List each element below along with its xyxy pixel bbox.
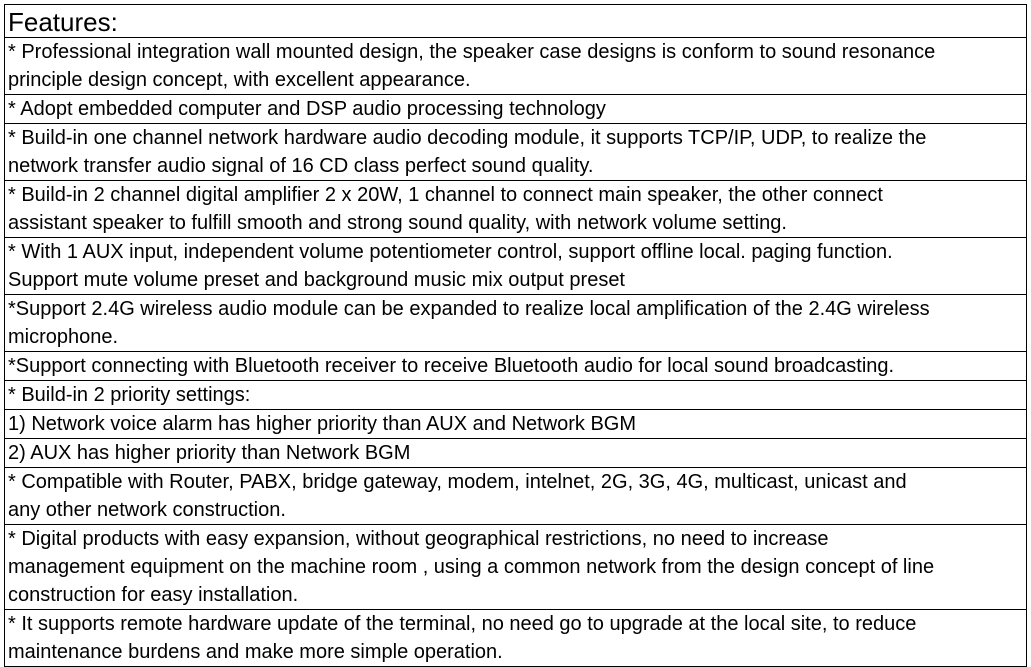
feature-cell [5, 181, 1027, 238]
feature-cell [5, 610, 1027, 667]
features-table [4, 4, 1027, 667]
features-table-body [5, 5, 1027, 667]
feature-row [5, 124, 1027, 181]
feature-row [5, 295, 1027, 352]
feature-text-line: Support mute volume preset and background music mix output preset [8, 269, 625, 291]
feature-text-line: *Support connecting with Bluetooth receiver to receive Bluetooth audio for local sound broadcasting. [8, 355, 895, 377]
feature-text-line: * Professional integration wall mounted design, the speaker case designs is conform to sound resonance [8, 41, 936, 63]
features-title-row [5, 5, 1027, 38]
feature-text-line: *Support 2.4G wireless audio module can be expanded to realize local amplification of the 2.4G wireless [8, 298, 930, 320]
feature-text-line: construction for easy installation. [8, 584, 299, 606]
feature-row [5, 439, 1027, 468]
feature-row [5, 38, 1027, 95]
feature-text-line: * With 1 AUX input, independent volume potentiometer control, support offline local. paging function. [8, 241, 893, 263]
feature-row [5, 610, 1027, 667]
feature-text-line: 2) AUX has higher priority than Network BGM [8, 442, 411, 464]
feature-cell [5, 352, 1027, 381]
feature-cell [5, 439, 1027, 468]
feature-row [5, 525, 1027, 610]
feature-text-line: * Build-in 2 channel digital amplifier 2 x 20W, 1 channel to connect main speaker, the other connect [8, 184, 883, 206]
feature-text-line: * Build-in one channel network hardware audio decoding module, it supports TCP/IP, UDP, to realize the [8, 127, 927, 149]
features-title: Features: [5, 5, 1027, 38]
feature-text-line: * Build-in 2 priority settings: [8, 384, 251, 406]
feature-text-line: network transfer audio signal of 16 CD class perfect sound quality. [8, 155, 594, 177]
feature-cell [5, 468, 1027, 525]
feature-row [5, 238, 1027, 295]
feature-text-line: microphone. [8, 326, 119, 348]
feature-cell [5, 38, 1027, 95]
feature-text-line: assistant speaker to fulfill smooth and strong sound quality, with network volume setting. [8, 212, 787, 234]
feature-text-line: * It supports remote hardware update of the terminal, no need go to upgrade at the local site, to reduce [8, 613, 917, 635]
feature-cell [5, 410, 1027, 439]
feature-row [5, 95, 1027, 124]
feature-row [5, 181, 1027, 238]
feature-row [5, 352, 1027, 381]
feature-cell [5, 95, 1027, 124]
feature-cell [5, 525, 1027, 610]
feature-text-line: any other network construction. [8, 499, 286, 521]
feature-text-line: maintenance burdens and make more simple operation. [8, 641, 503, 663]
feature-text-line: principle design concept, with excellent appearance. [8, 69, 471, 91]
feature-cell [5, 295, 1027, 352]
feature-cell [5, 124, 1027, 181]
feature-text-line: management equipment on the machine room , using a common network from the design concept of line [8, 556, 935, 578]
feature-text-line: * Digital products with easy expansion, without geographical restrictions, no need to increase [8, 528, 829, 550]
feature-text-line: * Adopt embedded computer and DSP audio processing technology [8, 98, 606, 120]
feature-text-line: * Compatible with Router, PABX, bridge gateway, modem, intelnet, 2G, 3G, 4G, multicast, unicast and [8, 471, 907, 493]
feature-row [5, 381, 1027, 410]
feature-row [5, 410, 1027, 439]
feature-cell [5, 381, 1027, 410]
feature-row [5, 468, 1027, 525]
feature-text-line: 1) Network voice alarm has higher priority than AUX and Network BGM [8, 413, 637, 435]
feature-cell [5, 238, 1027, 295]
